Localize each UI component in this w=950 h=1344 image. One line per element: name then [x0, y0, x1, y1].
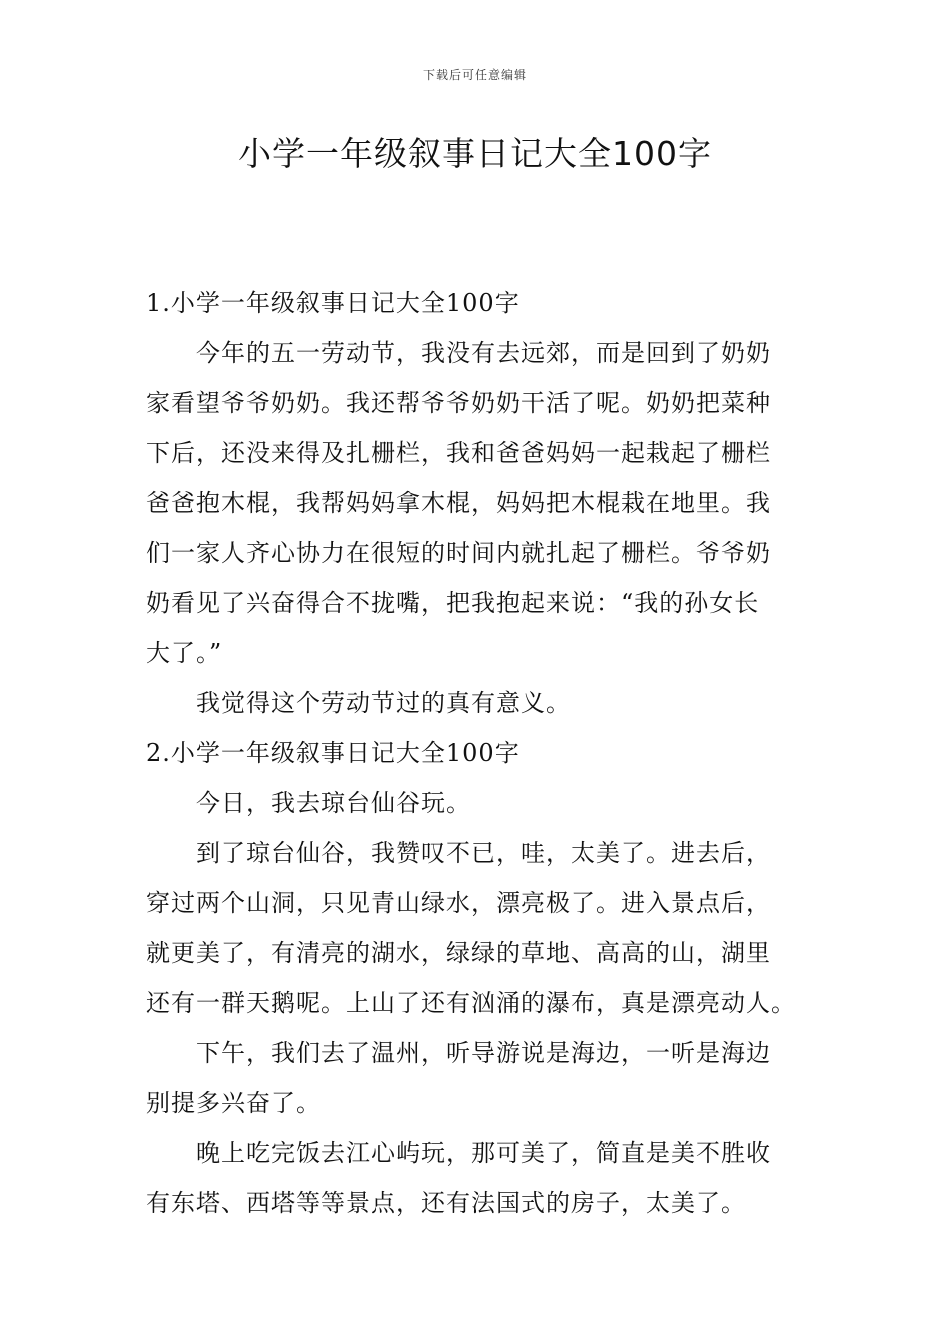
section-heading-2: 2.小学一年级叙事日记大全100字 — [146, 739, 520, 767]
body-line: 有东塔、西塔等等景点，还有法国式的房子，太美了。 — [146, 1189, 746, 1217]
body-line: 爸爸抱木棍，我帮妈妈拿木棍，妈妈把木棍栽在地里。我 — [146, 489, 771, 517]
body-line: 奶看见了兴奋得合不拢嘴，把我抱起来说：“我的孙女长 — [146, 589, 760, 617]
body-line: 今日，我去琼台仙谷玩。 — [196, 789, 471, 817]
body-line: 下后，还没来得及扎栅栏，我和爸爸妈妈一起栽起了栅栏 — [146, 439, 771, 467]
body-line: 们一家人齐心协力在很短的时间内就扎起了栅栏。爷爷奶 — [146, 539, 771, 567]
body-line: 晚上吃完饭去江心屿玩，那可美了，简直是美不胜收 — [196, 1139, 771, 1167]
body-line: 我觉得这个劳动节过的真有意义。 — [196, 689, 571, 717]
section-heading-1: 1.小学一年级叙事日记大全100字 — [146, 289, 520, 317]
header-note: 下载后可任意编辑 — [422, 68, 527, 82]
body-line: 到了琼台仙谷，我赞叹不已，哇，太美了。进去后， — [196, 839, 771, 867]
body-line: 还有一群天鹅呢。上山了还有汹涌的瀑布，真是漂亮动人。 — [146, 989, 796, 1017]
body-line: 大了。” — [146, 639, 223, 667]
body-line: 别提多兴奋了。 — [146, 1089, 321, 1117]
document-title: 小学一年级叙事日记大全100字 — [238, 134, 712, 173]
body-line: 下午，我们去了温州，听导游说是海边，一听是海边 — [196, 1039, 771, 1067]
body-line: 家看望爷爷奶奶。我还帮爷爷奶奶干活了呢。奶奶把菜种 — [146, 389, 771, 417]
body-line: 今年的五一劳动节，我没有去远郊，而是回到了奶奶 — [196, 339, 771, 367]
body-line: 就更美了，有清亮的湖水，绿绿的草地、高高的山，湖里 — [146, 939, 771, 967]
document-body — [146, 278, 808, 1228]
body-line: 穿过两个山洞，只见青山绿水，漂亮极了。进入景点后， — [146, 889, 771, 917]
